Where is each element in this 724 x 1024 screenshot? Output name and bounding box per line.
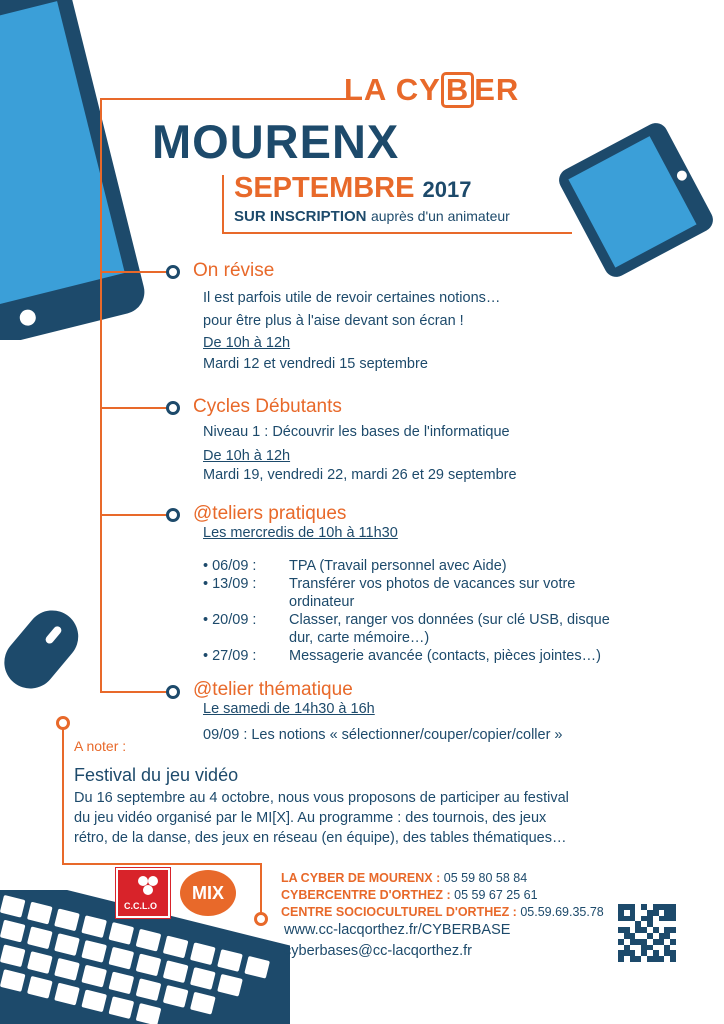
section-title-debutants: Cycles Débutants	[193, 396, 342, 417]
thematique-line1: 09/09 : Les notions « sélectionner/couper/copier/coller »	[203, 727, 563, 743]
pratiques-list	[203, 557, 673, 665]
note-dot	[56, 716, 70, 730]
inscription-line	[234, 208, 510, 226]
timeline-dot-thematique	[166, 685, 180, 699]
phone-icon	[556, 110, 716, 290]
mix-logo-text: MIX	[191, 882, 224, 903]
brand-suffix: ER	[474, 72, 520, 107]
email-link[interactable]: cyberbases@cc-lacqorthez.fr	[284, 943, 472, 959]
contacts-block	[281, 870, 604, 921]
brand-b: B	[441, 72, 474, 108]
month-title	[234, 172, 472, 205]
cclo-logo-text: C.C.L.O	[124, 901, 157, 911]
mouse-icon	[0, 596, 80, 706]
revise-hours: De 10h à 12h	[203, 335, 291, 351]
city-title: MOURENX	[152, 115, 400, 168]
connector-top-v	[222, 175, 224, 233]
list-item: • 13/09 : Transférer vos photos de vacances sur votre ordinateur	[203, 576, 576, 610]
timeline-dot-revise	[166, 265, 180, 279]
timeline-branch-4	[100, 691, 172, 693]
timeline-dot-pratiques	[166, 508, 180, 522]
cclo-logo	[116, 868, 170, 918]
contact-phone: 05 59 80 58 84	[443, 871, 528, 885]
note-spine	[62, 728, 64, 864]
section-title-thematique: @telier thématique	[193, 679, 353, 700]
tablet-icon	[0, 0, 150, 340]
revise-line1: Il est parfois utile de revoir certaines notions…	[203, 290, 501, 306]
contact-line: LA CYBER DE MOURENX : 05 59 80 58 84	[281, 871, 528, 885]
connector-top	[100, 98, 350, 100]
debutants-dates: Mardi 19, vendredi 22, mardi 26 et 29 septembre	[203, 467, 517, 483]
month-label: SEPTEMBRE	[234, 172, 415, 204]
list-item: • 06/09 : TPA (Travail personnel avec Aide)	[203, 558, 507, 574]
note-label: A noter :	[74, 738, 127, 754]
section-title-pratiques: @teliers pratiques	[193, 503, 347, 524]
thematique-schedule: Le samedi de 14h30 à 16h	[203, 701, 375, 717]
note-end-dot	[254, 912, 268, 926]
connector-inscription	[222, 232, 572, 234]
contact-phone: 05.59.69.35.78	[520, 905, 604, 919]
note-line3: rétro, de la danse, des jeux en réseau (en équipe), des tables thématiques…	[74, 830, 567, 846]
contact-line: CENTRE SOCIOCULTUREL D'ORTHEZ : 05.59.69.35.78	[281, 905, 604, 919]
contact-phone: 05 59 67 25 61	[454, 888, 538, 902]
note-bottom	[62, 863, 262, 865]
note-line2: du jeu vidéo organisé par le MI[X]. Au programme : des tournois, des jeux	[74, 810, 547, 826]
note-line1: Du 16 septembre au 4 octobre, nous vous proposons de participer au festival	[74, 790, 569, 806]
mix-logo	[180, 870, 236, 916]
contact-line: CYBERCENTRE D'ORTHEZ : 05 59 67 25 61	[281, 888, 538, 902]
inscription-rest: auprès d'un animateur	[370, 208, 510, 224]
debutants-hours: De 10h à 12h	[203, 448, 291, 464]
revise-dates: Mardi 12 et vendredi 15 septembre	[203, 356, 428, 372]
timeline-dot-debutants	[166, 401, 180, 415]
timeline-branch-2	[100, 407, 172, 409]
list-item: • 27/09 : Messagerie avancée (contacts, pièces jointes…)	[203, 648, 601, 664]
year-label: 2017	[422, 177, 472, 202]
timeline-branch-1	[100, 271, 172, 273]
qr-code-icon[interactable]	[618, 904, 676, 962]
brand-title	[344, 72, 519, 108]
timeline-spine	[100, 98, 102, 692]
section-title-revise: On révise	[193, 260, 275, 281]
note-title: Festival du jeu vidéo	[74, 765, 239, 785]
inscription-bold: SUR INSCRIPTION	[234, 208, 367, 225]
website-link[interactable]: www.cc-lacqorthez.fr/CYBERBASE	[284, 922, 511, 938]
list-item: • 20/09 : Classer, ranger vos données (sur clé USB, disque dur, carte mémoire…)	[203, 612, 610, 646]
revise-line2: pour être plus à l'aise devant son écran !	[203, 313, 464, 329]
brand-prefix: LA CY	[344, 72, 441, 107]
note-bottom-v	[260, 863, 262, 918]
pratiques-schedule: Les mercredis de 10h à 11h30	[203, 525, 398, 541]
timeline-branch-3	[100, 514, 172, 516]
debutants-line1: Niveau 1 : Découvrir les bases de l'informatique	[203, 424, 510, 440]
